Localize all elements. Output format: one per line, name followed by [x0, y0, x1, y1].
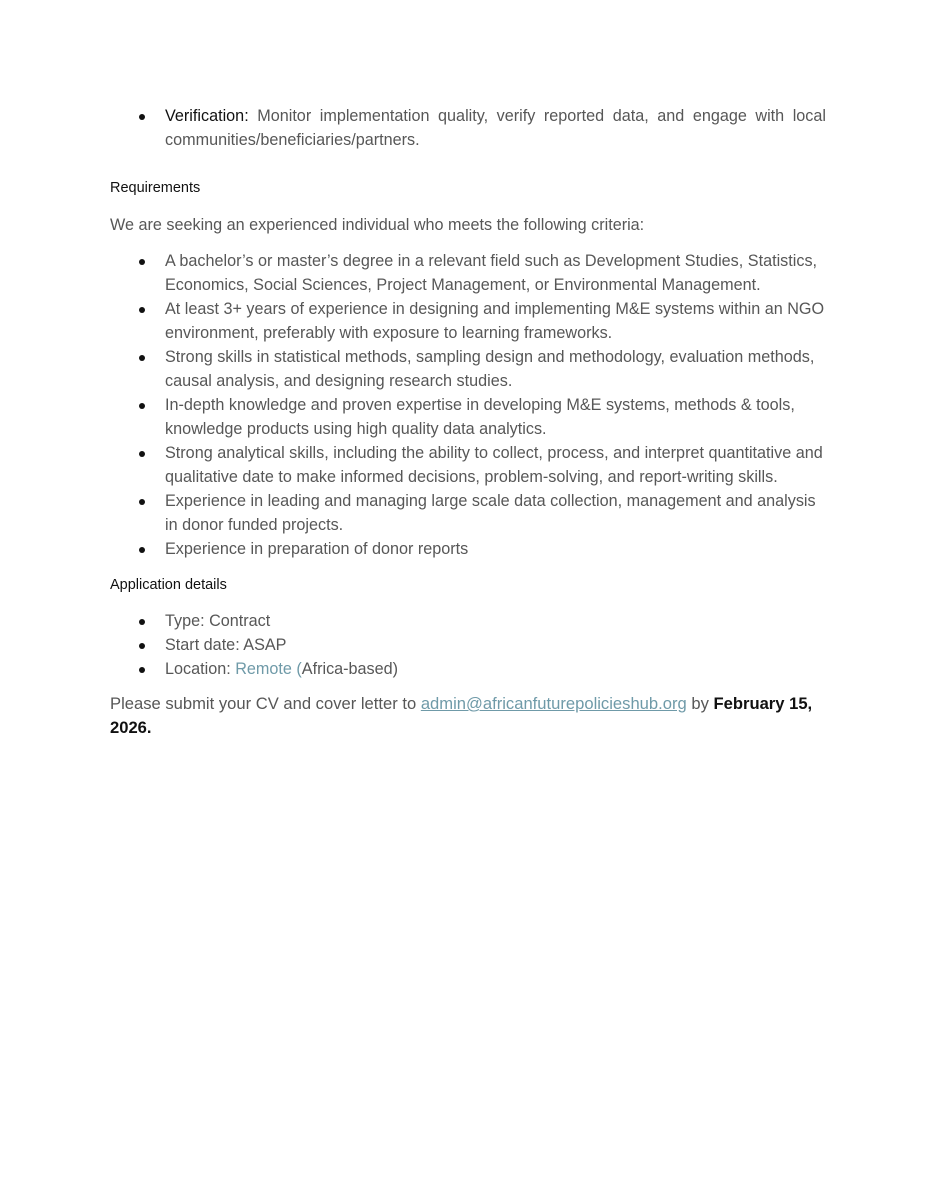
- requirement-item: [110, 441, 826, 489]
- application-type: [110, 609, 826, 633]
- document-page: [110, 104, 826, 740]
- bullet-icon: [139, 307, 145, 313]
- bullet-icon: [139, 114, 145, 120]
- verification-text: Monitor implementation quality, verify reported data, and engage with local communities/beneficiaries/partners.: [165, 107, 826, 149]
- requirement-text: Strong skills in statistical methods, sampling design and methodology, evaluation methods, causal analysis, and designing research studies.: [165, 348, 815, 390]
- location-remote: Remote (: [235, 660, 302, 678]
- application-heading: Application details: [110, 577, 227, 593]
- verification-separator: :: [244, 107, 249, 125]
- requirements-heading: Requirements: [110, 180, 201, 196]
- bullet-icon: [139, 259, 145, 265]
- bullet-icon: [139, 643, 145, 649]
- bullet-icon: [139, 355, 145, 361]
- requirement-text: At least 3+ years of experience in designing and implementing M&E systems within an NGO environment, preferably with exposure to learning frameworks.: [165, 300, 825, 342]
- submit-middle: by: [686, 694, 714, 713]
- requirement-text: Experience in preparation of donor reports: [165, 540, 469, 558]
- requirement-item: [110, 489, 826, 537]
- location-suffix: Africa-based): [301, 660, 399, 678]
- application-start-date: [110, 633, 826, 657]
- bullet-icon: [139, 403, 145, 409]
- bullet-icon: [139, 547, 145, 553]
- application-location: [110, 657, 826, 681]
- requirement-text: A bachelor’s or master’s degree in a relevant field such as Development Studies, Statistics, Economics, Social Sciences, Project Management, or Environmental Management.: [165, 252, 818, 294]
- verification-term: Verification: [165, 107, 245, 125]
- requirement-text: In-depth knowledge and proven expertise in developing M&E systems, methods & tools, knowledge products using high quality data analytics.: [165, 396, 795, 438]
- application-list: [110, 609, 826, 681]
- requirement-item: [110, 345, 826, 393]
- requirement-item: [110, 249, 826, 297]
- application-type-text: Type: Contract: [165, 612, 271, 630]
- requirements-list: [110, 249, 826, 561]
- requirement-item: [110, 537, 826, 561]
- email-link[interactable]: admin@africanfuturepolicieshub.org: [420, 694, 687, 713]
- bullet-icon: [139, 619, 145, 625]
- requirement-text: Strong analytical skills, including the ability to collect, process, and interpret quantitative and qualitative date to make informed decisions, problem-solving, and report-writing skills.: [165, 444, 823, 486]
- requirements-intro: We are seeking an experienced individual who meets the following criteria:: [110, 216, 645, 234]
- application-start-date-text: Start date: ASAP: [165, 636, 287, 654]
- location-prefix: Location:: [165, 660, 236, 678]
- bullet-icon: [139, 499, 145, 505]
- requirement-item: [110, 297, 826, 345]
- requirement-text: Experience in leading and managing large scale data collection, management and analysis in donor funded projects.: [165, 492, 816, 534]
- bullet-icon: [139, 451, 145, 457]
- bullet-icon: [139, 667, 145, 673]
- submit-deadline: February 15, 2026.: [110, 694, 813, 737]
- submit-paragraph: [110, 692, 826, 740]
- submit-prefix: Please submit your CV and cover letter to: [110, 694, 421, 713]
- verification-list: [110, 104, 826, 152]
- requirement-item: [110, 393, 826, 441]
- verification-item: [110, 104, 826, 152]
